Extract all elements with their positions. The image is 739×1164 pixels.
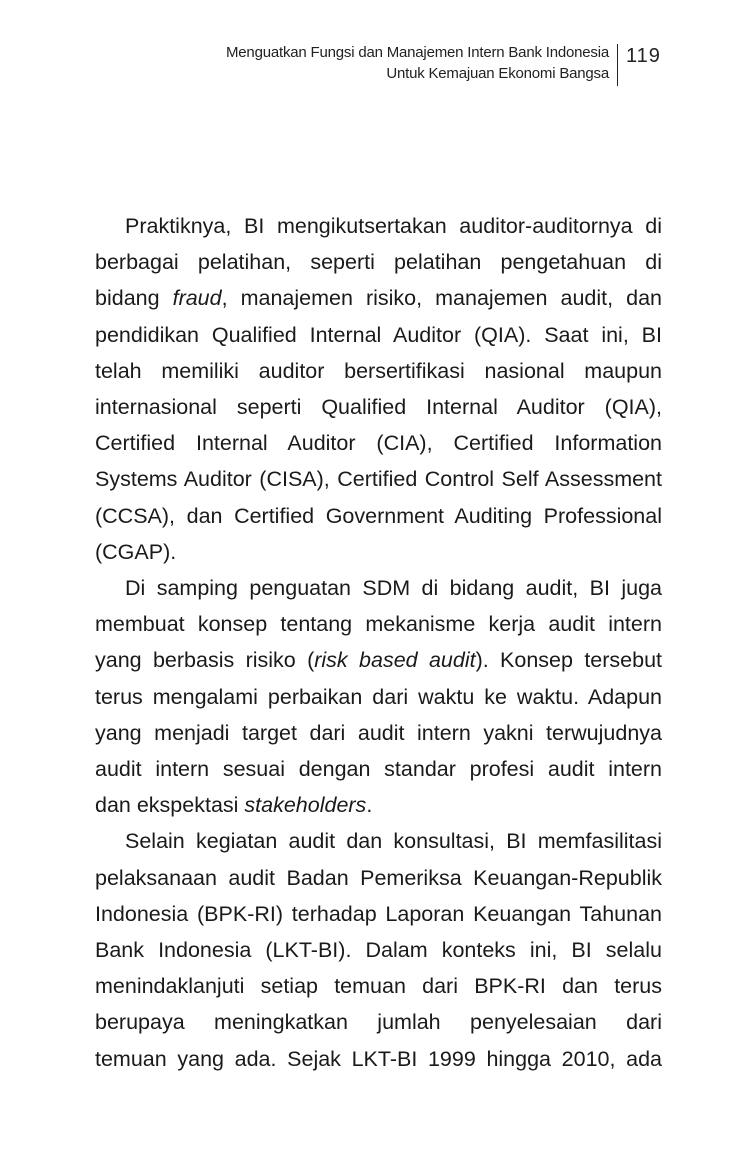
text-line: pendidikan Qualified Internal Auditor (QIA). Saat ini, BI [95, 322, 662, 347]
italic-term: stakeholders [244, 793, 367, 818]
text-line: berbagai pelatihan, seperti pelatihan pengetahuan di [95, 250, 662, 275]
running-head [226, 42, 609, 84]
body-text [95, 208, 662, 1077]
text-line: (CGAP). [95, 539, 177, 564]
text-line: internasional seperti Qualified Internal Auditor (QIA), [95, 395, 662, 420]
text-line: audit intern sesuai dengan standar profesi audit intern [95, 757, 662, 782]
text-line: dan ekspektasi stakeholders. [95, 793, 373, 818]
text-line: Systems Auditor (CISA), Certified Control Self Assessment [95, 467, 662, 492]
text-line: (CCSA), dan Certified Government Auditing Professional [95, 503, 662, 528]
text-line: Indonesia (BPK-RI) terhadap Laporan Keuangan Tahunan [95, 901, 662, 926]
running-head-line1: Menguatkan Fungsi dan Manajemen Intern Bank Indonesia [226, 44, 609, 61]
text-line: yang berbasis risiko (risk based audit). Konsep tersebut [95, 648, 662, 673]
italic-term: fraud [172, 286, 222, 311]
italic-term: risk based audit [314, 648, 476, 673]
text-line: Certified Internal Auditor (CIA), Certified Information [95, 431, 662, 456]
text-line: Bank Indonesia (LKT-BI). Dalam konteks ini, BI selalu [95, 938, 662, 963]
text-line: Praktiknya, BI mengikutsertakan auditor-auditornya di [125, 214, 662, 238]
text-line: terus mengalami perbaikan dari waktu ke waktu. Adapun [95, 684, 662, 709]
paragraph [95, 208, 662, 570]
text-line: yang menjadi target dari audit intern yakni terwujudnya [95, 720, 662, 745]
paragraph [95, 823, 662, 1076]
text-line: Selain kegiatan audit dan konsultasi, BI memfasilitasi [125, 829, 662, 854]
text-line: temuan yang ada. Sejak LKT-BI 1999 hingga 2010, ada [95, 1046, 662, 1071]
text-line: membuat konsep tentang mekanisme kerja audit intern [95, 612, 662, 637]
page-number: 119 [626, 45, 661, 67]
text-line: telah memiliki auditor bersertifikasi nasional maupun [95, 358, 662, 383]
text-line: Di samping penguatan SDM di bidang audit, BI juga [125, 576, 662, 601]
text-line: bidang fraud, manajemen risiko, manajemen audit, dan [95, 286, 662, 311]
header-divider [617, 44, 618, 86]
running-head-line2: Untuk Kemajuan Ekonomi Bangsa [386, 65, 609, 82]
text-line: menindaklanjuti setiap temuan dari BPK-RI dan terus [95, 974, 662, 999]
text-line: berupaya meningkatkan jumlah penyelesaian dari [95, 1010, 662, 1035]
text-line: pelaksanaan audit Badan Pemeriksa Keuangan-Republik [95, 865, 662, 890]
paragraph [95, 570, 662, 823]
